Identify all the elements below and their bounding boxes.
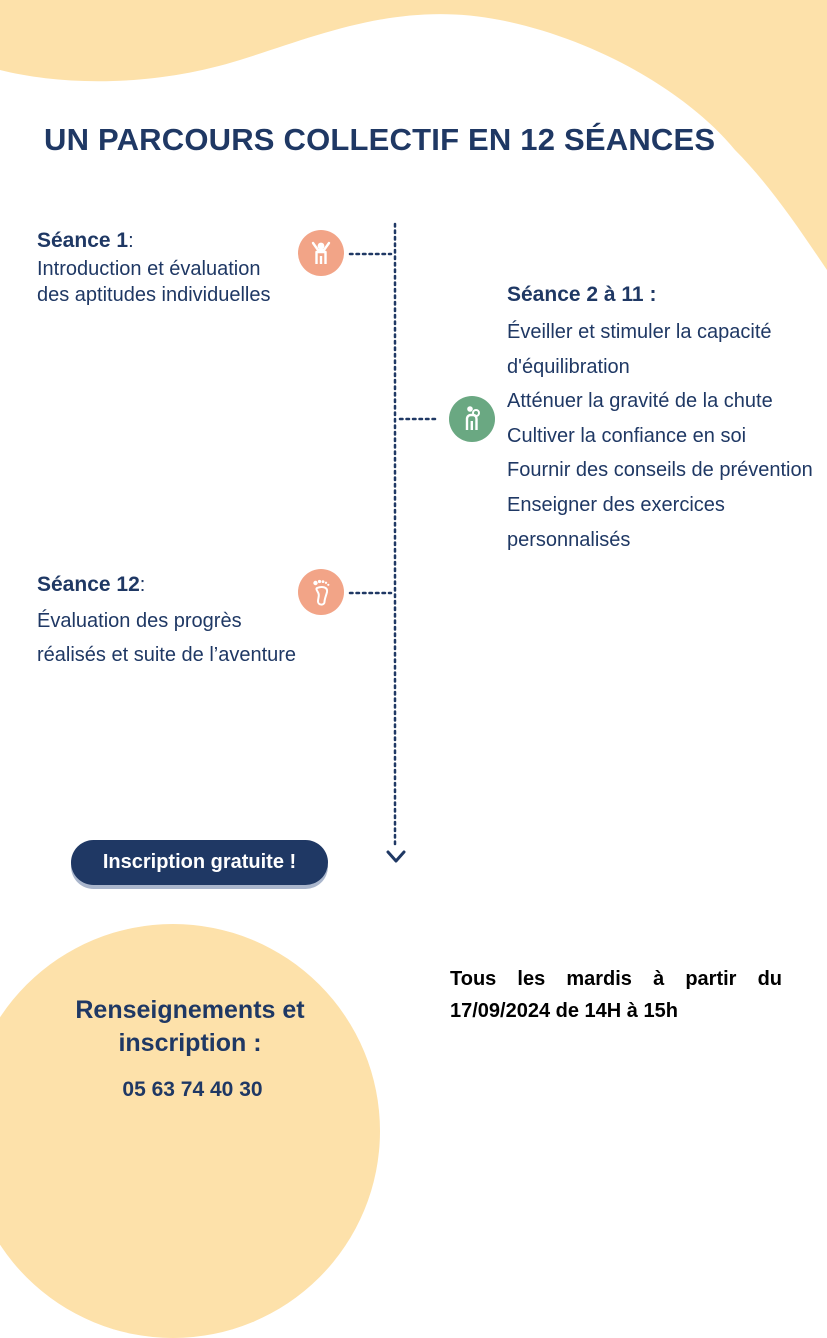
list-item: Éveiller et stimuler la capacité d'équilibration xyxy=(507,321,772,378)
person-balancing-ball-icon xyxy=(449,396,495,442)
session-1-colon: : xyxy=(128,230,134,252)
session-2-11-list xyxy=(507,315,817,557)
schedule-text: Tous les mardis à partir du 17/09/2024 de 14H à 15h xyxy=(450,968,782,1022)
list-item: Fournir des conseils de prévention xyxy=(507,459,813,482)
session-1-title: Séance 1 xyxy=(37,229,129,252)
contact-heading: Renseignements et inscription : xyxy=(75,996,305,1057)
session-1-block xyxy=(37,228,297,308)
session-12-block xyxy=(37,568,297,672)
chevron-down-icon xyxy=(388,852,404,861)
list-item: Atténuer la gravité de la chute xyxy=(507,390,773,413)
child-arms-raised-icon xyxy=(298,230,344,276)
session-1-description: Introduction et évaluation des aptitudes individuelles xyxy=(37,258,271,306)
session-12-description: Évaluation des progrès réalisés et suite de l’aventure xyxy=(37,610,297,666)
session-12-heading xyxy=(37,568,297,604)
page-title: UN PARCOURS COLLECTIF EN 12 SÉANCES xyxy=(44,122,716,157)
session-2-11-block xyxy=(507,281,817,557)
session-1-heading xyxy=(37,228,297,256)
session-2-11-title: Séance 2 à 11 : xyxy=(507,283,657,306)
free-registration-button[interactable]: Inscription gratuite ! xyxy=(71,840,328,885)
list-item: Cultiver la confiance en soi xyxy=(507,424,747,447)
session-12-title: Séance 12 xyxy=(37,573,140,596)
session-12-colon: : xyxy=(139,574,146,596)
list-item: Enseigner des exercices personnalisés xyxy=(507,493,725,551)
contact-phone-number: 05 63 74 40 30 xyxy=(122,1078,263,1101)
footprint-icon xyxy=(298,569,344,615)
